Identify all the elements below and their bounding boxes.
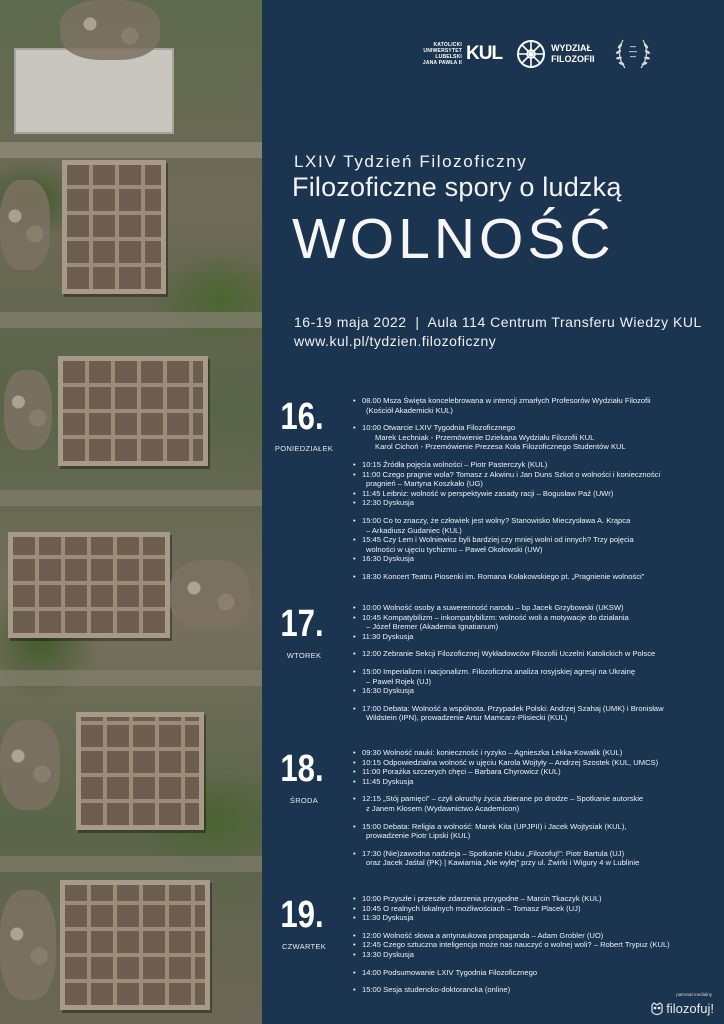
program-item [353, 777, 709, 787]
program-item-line: wolności w ujęciu tychizmu – Paweł Okołowski (UW) [366, 544, 543, 554]
day-number: 19. [280, 894, 324, 936]
program-item-line: • 10:15 Źródła pojęcia wolności – Piotr Pasterczyk (KUL) [362, 459, 548, 469]
program-item-line: • 14:00 Podsumowanie LXIV Tygodnia Filozoficznego [362, 967, 538, 977]
program-item-line: prowadzenie Piotr Lipski (KUL) [366, 831, 471, 841]
photo-road [0, 142, 262, 158]
program-item-line: • 10:45 O realnych lokalnych możliwościach – Tomasz Placek (UJ) [362, 903, 581, 913]
filozofuj-owl-icon [651, 1002, 663, 1016]
program-item-line: • 10:00 Przyszłe i przeszłe zdarzenia przygodne – Marcin Tkaczyk (KUL) [362, 894, 602, 903]
photo-road [0, 856, 262, 872]
day-program-list [353, 748, 709, 868]
media-patron-label: patronat medialny [676, 992, 712, 997]
program-item [353, 423, 709, 452]
photo-rubble [60, 0, 160, 60]
photo-ruined-house [58, 356, 208, 466]
photo-road [0, 312, 262, 328]
faculty-line: FILOZOFII [551, 54, 595, 64]
program-item-line: • 11:30 Dyskusja [362, 913, 414, 923]
media-patron-logo [651, 992, 714, 1016]
day-name: ŚRODA [289, 796, 319, 805]
kul-logo-icon: KUL [466, 43, 503, 64]
program-item [353, 767, 709, 777]
program-item-line: • 10:45 Kompatybilizm – inkompatybilizm: wolność woli a motywacje do działania [362, 612, 629, 622]
program-item [353, 985, 709, 995]
poster-content-panel [262, 0, 724, 1024]
kul-line: UNIWERSYTET [423, 48, 462, 54]
program-item [353, 704, 709, 723]
day-name: WTOREK [286, 651, 322, 660]
program-item [353, 968, 709, 978]
event-dates-and-venue: 16-19 maja 2022 | Aula 114 Centrum Transferu Wiedzy KUL [294, 314, 702, 330]
program-item [353, 758, 709, 768]
program-item-line: • 11:00 Porażka szczerych chęci – Barbara Chyrowicz (KUL) [362, 767, 561, 777]
photo-rubble [0, 720, 60, 810]
photo-ruined-house [8, 532, 170, 638]
photo-rubble [4, 370, 52, 450]
program-item [353, 470, 709, 489]
day-program-list [353, 396, 709, 582]
kul-university-name [422, 42, 462, 66]
photo-rubble [0, 180, 50, 270]
program-item [353, 894, 709, 904]
program-item-line: • 16:30 Dyskusja [362, 554, 414, 564]
program-item-line: • 17:30 (Nie)zawodna nadzieja – Spotkanie Klubu „Filozofuj!”: Piotr Bartula (UJ) [362, 848, 625, 858]
program-item-line: • 11:45 Leibniz: wolność w perspektywie zasady racji – Bogusław Paź (UWr) [362, 488, 614, 498]
program-item-line: • 18:30 Koncert Teatru Piosenki im. Romana Kołakowskiego pt. „Pragnienie wolności” [362, 571, 645, 581]
program-item-line: Wildstein (IPN), prowadzenie Artur Mamcarz-Plisiecki (KUL) [366, 713, 568, 723]
program-item [353, 940, 709, 950]
program-item-line: (Kościół Akademicki KUL) [366, 405, 453, 415]
laurel-wreath-icon [611, 34, 655, 74]
event-website-link[interactable]: www.kul.pl/tydzien.filozoficzny [294, 333, 497, 349]
event-main-title: WOLNOŚĆ [292, 207, 615, 271]
program-item [353, 649, 709, 659]
program-item-line: • 15:00 Debata: Religia a wolność: Marek Kita (UPJPII) i Jacek Wojtysiak (KUL), [362, 821, 627, 831]
program-item [353, 794, 709, 813]
program-item-line: • 13:30 Dyskusja [362, 949, 414, 959]
day-number: 16. [280, 396, 324, 438]
program-item-line: • 12:00 Wolność słowa a antynaukowa propaganda – Adam Grobler (UO) [362, 930, 604, 940]
program-item [353, 904, 709, 914]
photo-ruined-house [76, 712, 204, 830]
aerial-photo-destroyed-buildings [0, 0, 262, 1024]
logo-bar [422, 34, 655, 74]
program-item-line: – Arkadiusz Gudaniec (KUL) [366, 525, 462, 535]
program-item-line: • 12:45 Czego sztuczna inteligencja może nas nauczyć o wolnej woli? – Robert Trypuz (KUL) [362, 940, 670, 950]
kul-line: JANA PAWŁA II [422, 60, 462, 66]
photo-rubble [0, 890, 56, 1000]
program-item-line: – Józef Bremer (Akademia Ignatianum) [366, 622, 499, 632]
program-item-line: Karol Cichoń - Przemówienie Prezesa Koła Filozoficznego Studentów KUL [375, 442, 626, 452]
program-item-line: pragnień – Martyna Koszkało (UG) [366, 479, 483, 489]
photo-ruined-house [60, 880, 210, 1010]
program-item-line: • 09:30 Wolność nauki: konieczność i ryzyko – Agnieszka Lekka-Kowalik (KUL) [362, 748, 623, 757]
program-item-line: • 11:45 Dyskusja [362, 776, 414, 786]
faculty-line: WYDZIAŁ [551, 43, 593, 53]
kul-line: LUBELSKI [435, 54, 462, 60]
wydzial-filozofii-wheel-icon [516, 39, 546, 69]
program-item [353, 686, 709, 696]
kul-line: KATOLICKI [433, 42, 462, 48]
filozofuj-logo-text: filozofuj! [666, 1001, 714, 1016]
photo-rubble [170, 560, 250, 630]
program-item [353, 632, 709, 642]
photo-road [0, 670, 262, 686]
program-item-line: • 15:00 Sesja studencko-doktorancka (online) [362, 985, 511, 995]
day-number: 17. [280, 603, 324, 645]
program-item [353, 572, 709, 582]
program-item-line: – Paweł Rojek (UJ) [366, 676, 431, 686]
program-item [353, 489, 709, 499]
program-item-line: • 15:45 Czy Lem i Wolniewicz byli bardziej czy mniej wolni od innych? Trzy pojęcia [362, 535, 634, 545]
program-item [353, 950, 709, 960]
program-item-line: • 10:00 Otwarcie LXIV Tygodnia Filozoficznego [362, 423, 516, 433]
event-subtitle: Filozoficzne spory o ludzką [292, 172, 622, 202]
day-name: PONIEDZIAŁEK [274, 444, 334, 453]
day-name: CZWARTEK [281, 942, 327, 951]
program-item [353, 667, 709, 686]
program-item [353, 460, 709, 470]
event-edition-title: LXIV Tydzień Filozoficzny [294, 152, 528, 171]
program-item [353, 396, 709, 415]
program-item-line: • 08.00 Msza Święta koncelebrowana w intencji zmarłych Profesorów Wydziału Filozofii [362, 396, 651, 405]
program-item [353, 554, 709, 564]
program-item [353, 535, 709, 554]
program-item-line: • 12:15 „Stój pamięci” – czyli okruchy życia zbierane po drodze – Spotkanie autorskie [362, 794, 644, 804]
day-program-list [353, 894, 709, 995]
program-item-line: • 10:15 Odpowiedzialna wolność w ujęciu Karola Wojtyły – Andrzej Szostek (KUL, UMCS) [362, 757, 659, 767]
program-item [353, 748, 709, 758]
day-program-list [353, 603, 709, 723]
program-item-line: z Janem Kłosem (Wydawnictwo Academicon) [366, 803, 520, 813]
program-item-line: oraz Jacek Jaśtal (PK) | Kawiarnia „Nie wylej” przy ul. Żwirki i Wigury 4 w Lublinie [366, 858, 640, 868]
program-item-line: • 11:00 Czego pragnie wola? Tomasz z Akwinu i Jan Duns Szkot o wolności i konieczności [362, 469, 661, 479]
program-item-line: • 15:00 Co to znaczy, że człowiek jest wolny? Stanowisko Mieczysława A. Krąpca [362, 515, 631, 525]
program-item-line: Marek Lechniak - Przemówienie Dziekana Wydziału Filozofii KUL [375, 432, 595, 442]
program-item [353, 516, 709, 535]
faculty-name [551, 43, 595, 65]
photo-ruined-house [62, 160, 166, 294]
program-item-line: • 12:00 Zebranie Sekcji Filozoficznej Wykładowców Filozofii Uczelni Katolickich w Polsce [362, 649, 656, 659]
program-item [353, 613, 709, 632]
program-item-line: • 11:30 Dyskusja [362, 631, 414, 641]
program-item [353, 822, 709, 841]
program-item [353, 498, 709, 508]
program-item [353, 849, 709, 868]
program-item [353, 931, 709, 941]
program-item-line: • 10:00 Wolność osoby a suwerenność narodu – bp Jacek Grzybowski (UKSW) [362, 603, 624, 612]
photo-road [0, 490, 262, 506]
program-item-line: • 15:00 Imperializm i nacjonalizm. Filozoficzna analiza rosyjskiej agresji na Ukrainę [362, 666, 636, 676]
program-item-line: • 12:30 Dyskusja [362, 498, 414, 508]
photo-damaged-roof [14, 48, 174, 134]
program-item [353, 913, 709, 923]
program-item [353, 603, 709, 613]
day-number: 18. [280, 748, 324, 790]
program-item-line: • 16:30 Dyskusja [362, 686, 414, 696]
program-item-line: • 17:00 Debata: Wolność a wspólnota. Przypadek Polski: Andrzej Szahaj (UMK) i Bronisław [362, 703, 664, 713]
